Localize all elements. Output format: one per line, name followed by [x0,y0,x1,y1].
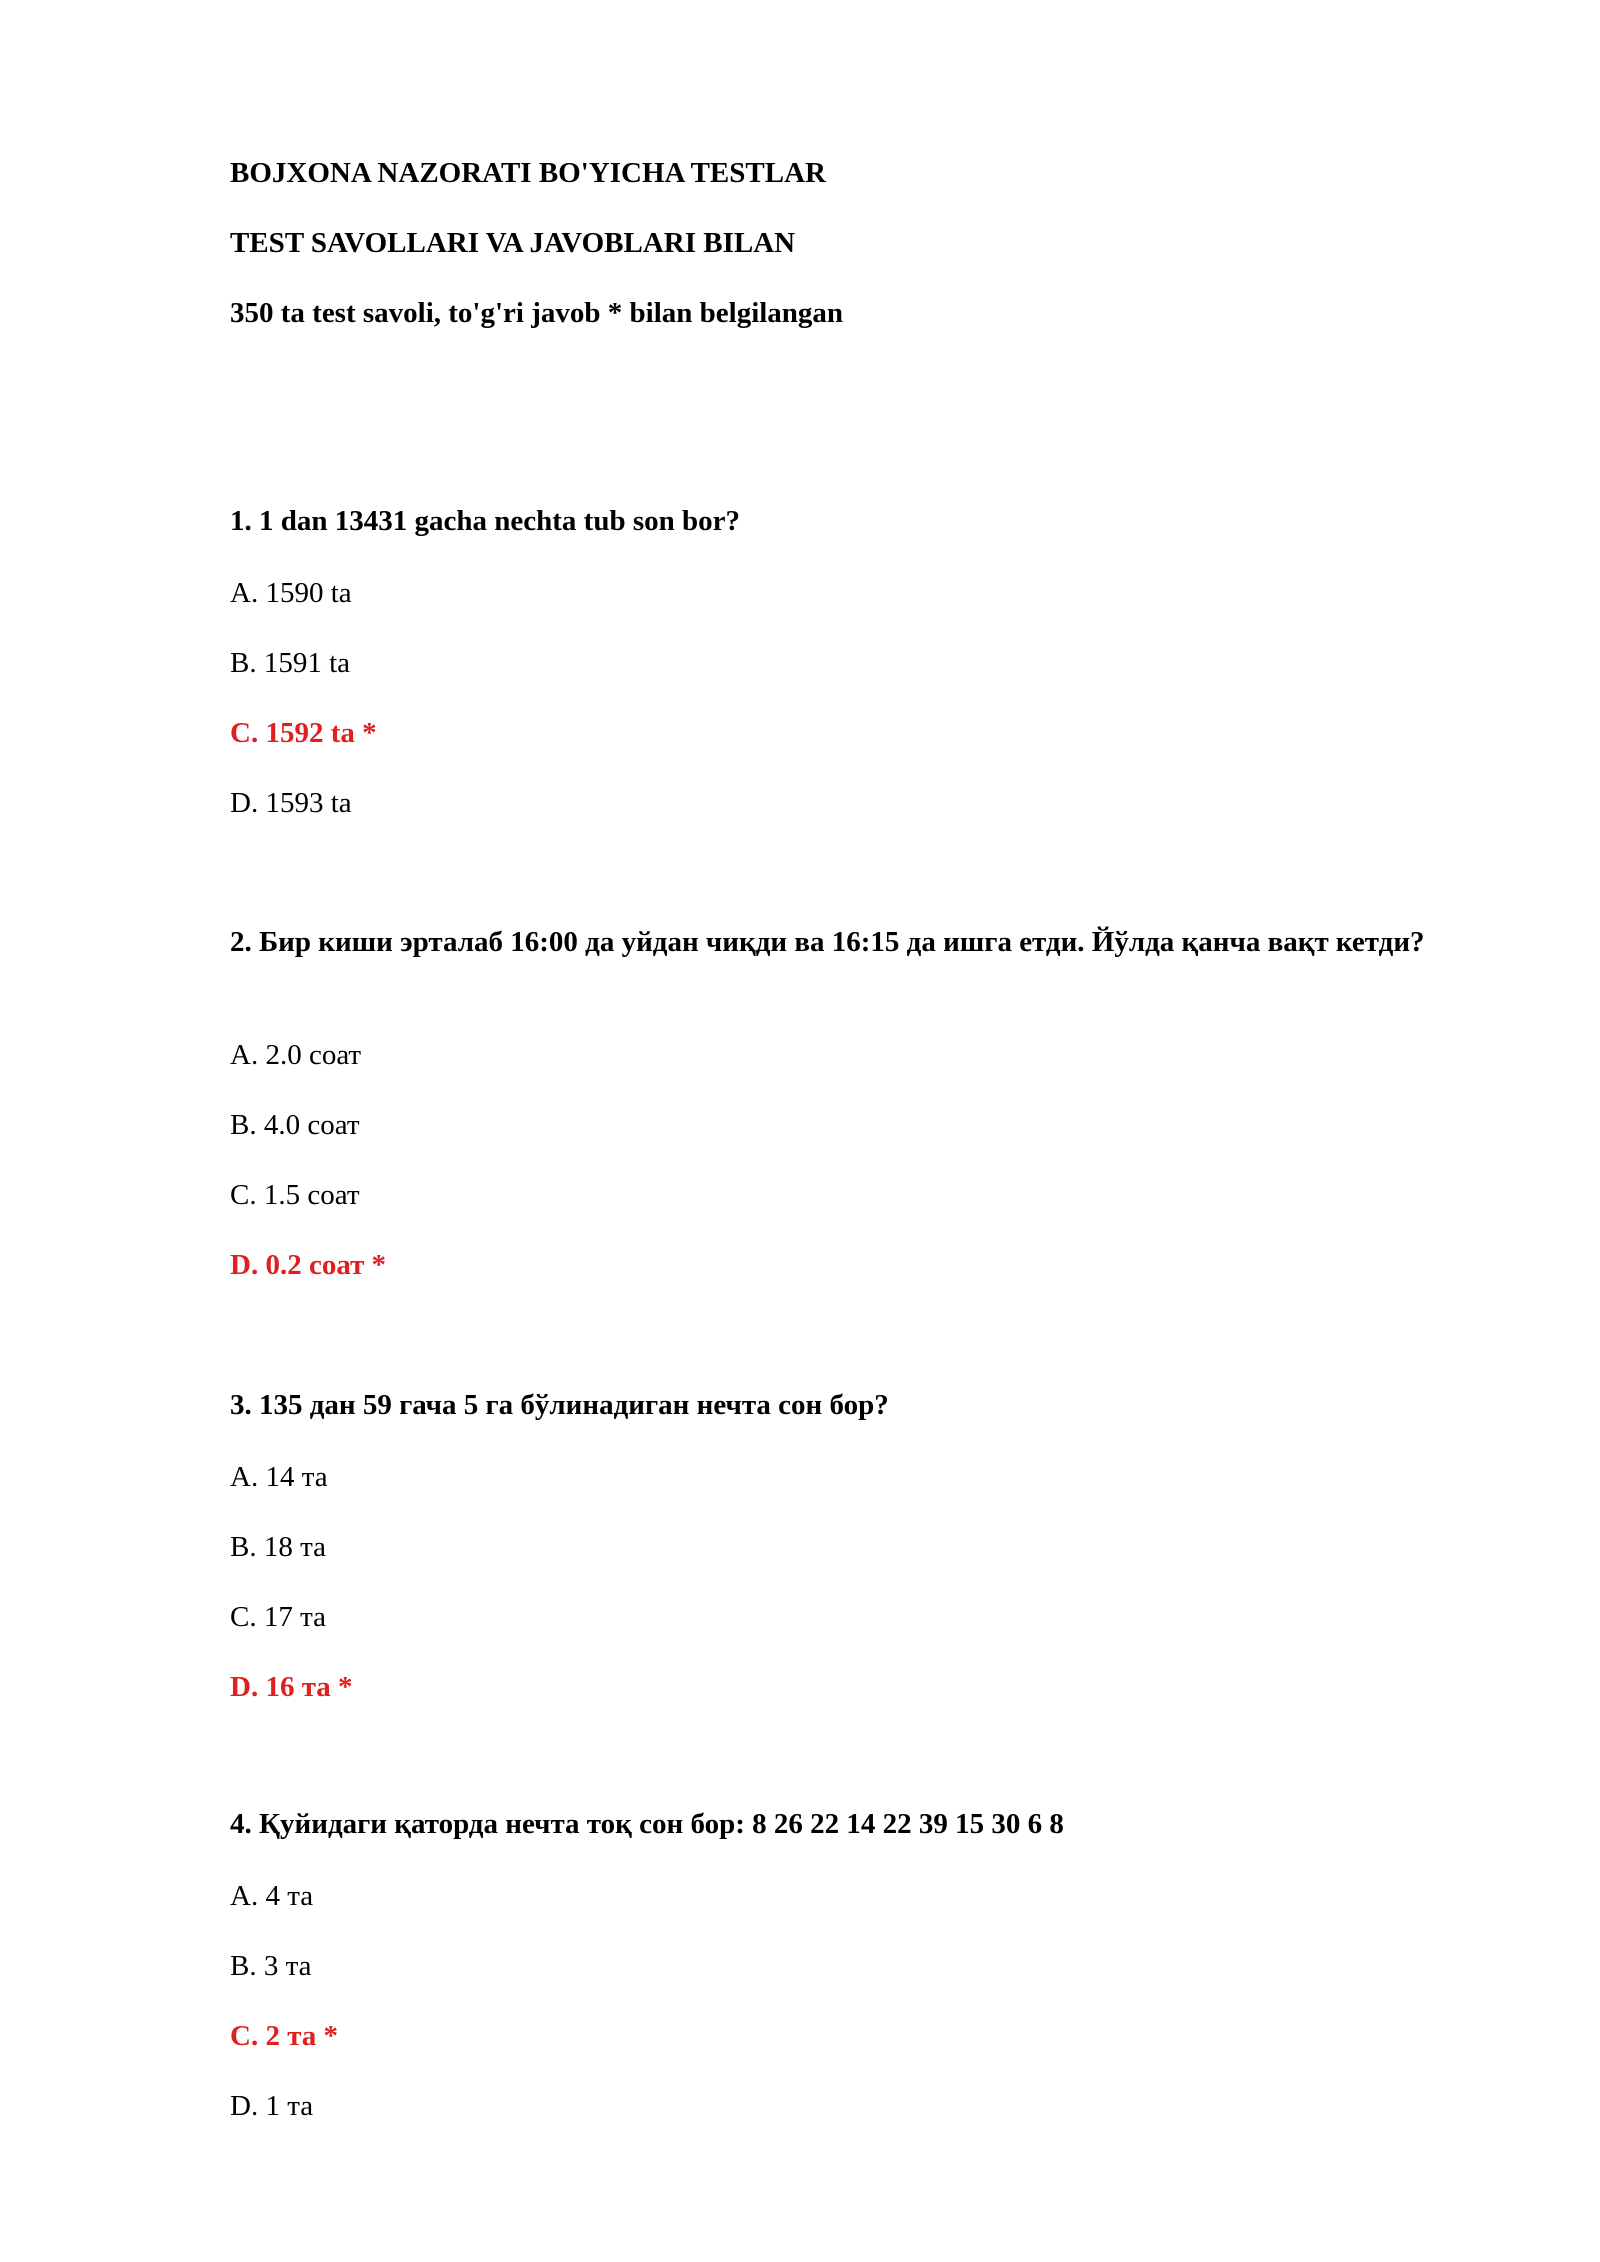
question-2-option-d: D. 0.2 соат * [230,1249,387,1281]
question-4-option-c: C. 2 та * [230,2020,339,2052]
question-4-text: 4. Қуйидаги қаторда нечта тоқ сон бор: 8 26 22 14 22 39 15 30 6 8 [230,1808,1064,1840]
question-1-text: 1. 1 dan 13431 gacha nechta tub son bor? [230,505,740,537]
question-3-option-b: B. 18 та [230,1531,326,1563]
question-4-option-b: B. 3 та [230,1950,312,1982]
question-1-option-c: C. 1592 ta * [230,717,377,749]
question-2-option-b: B. 4.0 соат [230,1109,360,1141]
question-1-option-b: B. 1591 ta [230,647,351,679]
question-2-option-c: C. 1.5 соат [230,1179,360,1211]
question-2-option-a: A. 2.0 соат [230,1039,362,1071]
question-2-text: 2. Бир киши эрталаб 16:00 да уйдан чиқди ва 16:15 да ишга етди. Йўлда қанча вақт кетди? [230,926,1425,958]
document-subtitle: TEST SAVOLLARI VA JAVOBLARI BILAN [230,227,796,259]
question-3-text: 3. 135 дан 59 гача 5 га бўлинадиган нечта сон бор? [230,1389,889,1421]
question-3-option-d: D. 16 та * [230,1671,353,1703]
question-1-option-a: A. 1590 ta [230,577,352,609]
question-1-option-d: D. 1593 ta [230,787,352,819]
question-4-option-d: D. 1 та [230,2090,314,2122]
document-title: BOJXONA NAZORATI BO'YICHA TESTLAR [230,157,826,189]
question-3-option-a: A. 14 та [230,1461,328,1493]
question-4-option-a: A. 4 та [230,1880,314,1912]
document-note: 350 ta test savoli, to'g'ri javob * bilan belgilangan [230,297,844,329]
question-3-option-c: C. 17 та [230,1601,326,1633]
